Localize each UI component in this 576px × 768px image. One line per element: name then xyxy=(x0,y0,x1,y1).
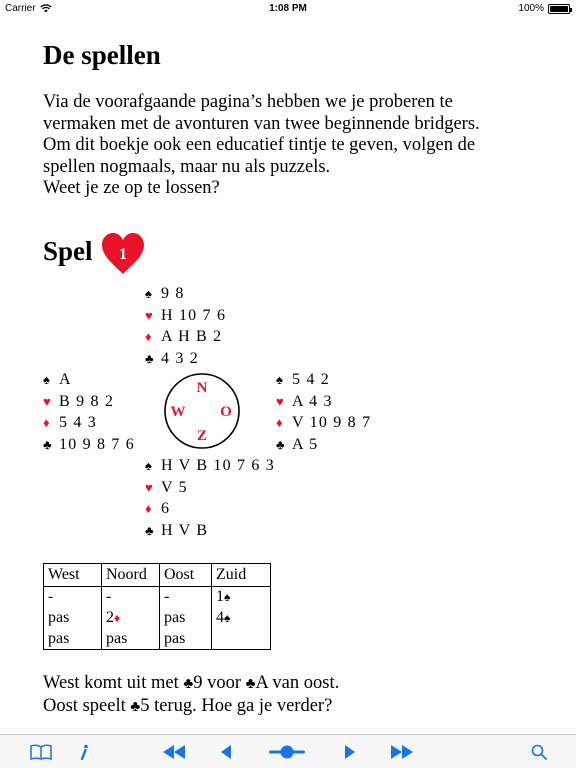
compass-south: Z xyxy=(196,428,208,444)
deal-heading: Spel xyxy=(43,236,93,266)
west-diamonds: 5 4 3 xyxy=(59,414,97,432)
bid-cell xyxy=(212,587,271,608)
lead-line-2 xyxy=(43,695,339,718)
west-spades: A xyxy=(59,371,72,388)
bidding-header: Noord xyxy=(102,564,160,587)
compass-east: O xyxy=(220,404,232,420)
bid-cell: - xyxy=(102,587,160,608)
intro-line: Om dit boekje ook een educatief tintje te geven, volgen de xyxy=(43,135,476,155)
lead-text-part: Oost speelt xyxy=(43,696,131,716)
bid-cell xyxy=(212,608,271,629)
bottom-toolbar xyxy=(0,734,576,768)
bid-cell: - xyxy=(160,587,212,608)
carrier-label: Carrier xyxy=(5,3,36,14)
west-clubs: 10 9 8 7 6 xyxy=(59,435,135,453)
lead-card: 9 xyxy=(193,673,203,693)
diamond-icon: ♦ xyxy=(145,501,153,517)
bid-cell: pas xyxy=(160,629,212,650)
spade-icon: ♠ xyxy=(224,590,231,605)
next-page-icon[interactable] xyxy=(340,735,360,768)
slider-thumb[interactable] xyxy=(281,746,294,759)
north-hand xyxy=(145,283,226,369)
lead-line-1 xyxy=(43,672,339,695)
bidding-row xyxy=(44,629,271,650)
north-clubs: 4 3 2 xyxy=(161,349,199,367)
north-diamonds: A H B 2 xyxy=(161,328,223,346)
bidding-table xyxy=(43,563,271,650)
east-diamonds: V 10 9 8 7 xyxy=(292,414,372,432)
intro-line: vermaken met de avonturen van twee beginnende bridgers. xyxy=(43,113,480,134)
lead-text-part: van oost. xyxy=(267,673,340,693)
north-spades: 9 8 xyxy=(161,285,185,302)
south-clubs: H V B xyxy=(161,521,209,539)
battery-fill xyxy=(550,6,568,12)
bid-level: 4 xyxy=(216,609,224,626)
page-title: De spellen xyxy=(43,40,161,70)
deal-number-heart-icon xyxy=(101,232,145,276)
lead-text-part: voor xyxy=(202,673,246,693)
west-hearts: B 9 8 2 xyxy=(59,392,115,410)
bidding-header: West xyxy=(44,564,102,587)
heart-icon: ♥ xyxy=(145,479,154,495)
spade-icon: ♠ xyxy=(145,458,154,473)
spade-icon: ♠ xyxy=(43,372,52,387)
club-icon: ♣ xyxy=(245,676,256,692)
east-hearts: A 4 3 xyxy=(292,392,333,410)
battery-tip xyxy=(570,8,572,12)
intro-text xyxy=(43,92,563,200)
heart-icon: ♥ xyxy=(43,393,52,409)
club-icon: ♣ xyxy=(130,699,141,715)
compass-west: W xyxy=(170,404,186,420)
spade-icon: ♠ xyxy=(145,286,154,301)
compass-diagram xyxy=(163,372,241,450)
bid-cell xyxy=(102,608,160,629)
deal-number: 1 xyxy=(119,246,127,263)
intro-line: Weet je ze op te lossen? xyxy=(43,178,220,198)
spade-icon: ♠ xyxy=(276,372,285,387)
lead-text-part: terug. Hoe ga je verder? xyxy=(149,696,333,716)
lead-card: A xyxy=(255,673,268,693)
heart-icon: ♥ xyxy=(145,307,154,323)
club-icon: ♣ xyxy=(43,436,53,452)
north-hearts: H 10 7 6 xyxy=(161,306,227,324)
diamond-icon: ♦ xyxy=(145,329,153,345)
heart-icon: ♥ xyxy=(276,393,285,409)
diamond-icon: ♦ xyxy=(276,415,284,431)
intro-line: spellen nogmaals, maar nu als puzzels. xyxy=(43,156,331,177)
club-icon: ♣ xyxy=(276,436,286,452)
status-bar xyxy=(0,0,576,18)
south-spades: H V B 10 7 6 3 xyxy=(161,457,276,474)
battery-percent: 100% xyxy=(518,3,544,14)
club-icon: ♣ xyxy=(183,676,194,692)
west-hand xyxy=(43,369,135,455)
search-icon[interactable] xyxy=(528,735,550,768)
previous-page-icon[interactable] xyxy=(216,735,236,768)
bidding-header-row xyxy=(44,564,271,587)
intro-line: Via de voorafgaande pagina’s hebben we je proberen te xyxy=(43,92,453,112)
status-time: 1:08 PM xyxy=(269,3,307,14)
spade-icon: ♠ xyxy=(224,611,231,625)
south-hearts: V 5 xyxy=(161,478,188,496)
bid-level: 2 xyxy=(106,609,114,626)
bid-cell: pas xyxy=(44,608,102,629)
lead-text-part: West komt uit met xyxy=(43,673,184,693)
last-page-icon[interactable] xyxy=(388,735,416,768)
east-hand xyxy=(276,369,371,455)
diamond-icon: ♦ xyxy=(43,415,51,431)
east-clubs: A 5 xyxy=(292,435,319,453)
lead-text xyxy=(43,672,339,718)
first-page-icon[interactable] xyxy=(160,735,188,768)
info-icon[interactable] xyxy=(74,735,94,768)
bid-level: 1 xyxy=(216,588,224,606)
club-icon: ♣ xyxy=(145,522,155,538)
status-right xyxy=(518,3,570,14)
lead-card: 5 xyxy=(140,696,150,716)
bid-cell: pas xyxy=(160,608,212,629)
south-diamonds: 6 xyxy=(161,500,171,518)
page-slider[interactable] xyxy=(266,735,308,768)
diamond-icon: ♦ xyxy=(114,611,121,625)
bid-cell: - xyxy=(44,587,102,608)
bidding-header: Zuid xyxy=(212,564,271,587)
battery-icon xyxy=(548,4,570,14)
compass-north: N xyxy=(196,380,208,396)
book-icon[interactable] xyxy=(28,735,54,768)
bidding-row xyxy=(44,608,271,629)
south-hand xyxy=(145,455,275,541)
club-icon: ♣ xyxy=(145,350,155,366)
bid-cell xyxy=(212,629,271,650)
bidding-row xyxy=(44,587,271,608)
bidding-header: Oost xyxy=(160,564,212,587)
east-spades: 5 4 2 xyxy=(292,371,330,388)
bid-cell: pas xyxy=(44,629,102,650)
bid-cell: pas xyxy=(102,629,160,650)
